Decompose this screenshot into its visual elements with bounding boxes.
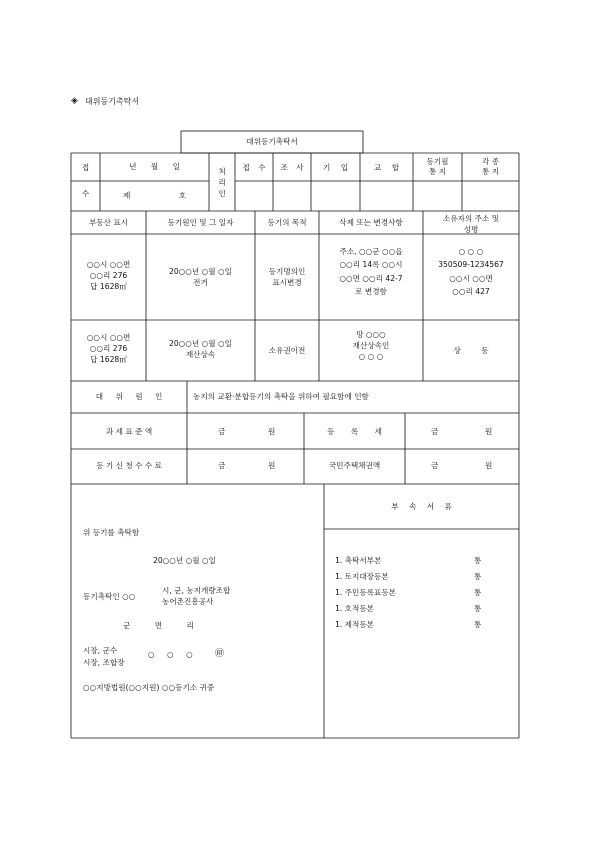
subrogation-text: 농지의 교환·분합등기의 촉탁을 위하여 필요함에 인함 xyxy=(193,392,369,401)
fee-label: 등 기 신 청 수 수 료 xyxy=(96,461,162,470)
tax-base-label: 과 세 표 준 액 xyxy=(105,427,153,436)
request-date: 20○○년 ○월 ○일 xyxy=(153,556,217,565)
tax-base-marker: 금 xyxy=(218,427,226,436)
signer-titles: 시장, 군수 시장, 조합장 xyxy=(83,646,125,668)
requester-org: 시, 군, 농지개량조합 농어촌진흥공사 xyxy=(162,586,231,606)
reception-label-top: 접 xyxy=(81,163,90,172)
col-entry: 기 입 xyxy=(322,163,349,172)
col-reception: 접 수 xyxy=(242,163,266,172)
form-title: 대위등기촉탁서 xyxy=(246,137,298,146)
attachment-item: 1. 제적등본 xyxy=(335,620,375,629)
fee-marker: 금 xyxy=(218,461,226,470)
attachments-title: 부 속 서 류 xyxy=(391,502,452,511)
col-collation: 교 합 xyxy=(373,163,400,172)
header-purpose: 등기의 목적 xyxy=(267,218,307,227)
header-property: 부동산 표시 xyxy=(88,218,129,227)
registration-tax-unit: 원 xyxy=(485,427,493,436)
requester-label: 등기촉탁인 ○○ xyxy=(83,592,136,601)
col-other-notice: 각 종 통 지 xyxy=(481,157,500,176)
attachment-item: 1. 주민등록표등본 xyxy=(335,588,397,597)
row1-property: ○○시 ○○면 ○○리 276 답 1628㎡ xyxy=(86,260,131,291)
attachment-unit: 통 xyxy=(474,572,482,581)
header-change: 삭제 또는 변경사항 xyxy=(339,218,403,227)
subrogation-label: 대 위 원 인 xyxy=(95,392,163,401)
attachment-item: 1. 토지대장등본 xyxy=(335,572,389,581)
col-completion-notice: 등기필 통 지 xyxy=(426,157,449,176)
attachment-unit: 통 xyxy=(474,588,482,597)
request-statement: 위 등기를 촉탁함 xyxy=(83,528,140,537)
row1-purpose: 등기명의인 표시변경 xyxy=(268,267,306,287)
signer-name: ○ ○ ○ xyxy=(148,650,193,659)
row2-cause: 20○○년 ○월 ○일 재산상속 xyxy=(168,339,232,359)
seal-mark: ㊞ xyxy=(215,649,225,659)
row1-change: 주소, ○○군 ○○읍 ○○리 14록 ○○시 ○○면 ○○리 42-7 로 변경함 xyxy=(339,247,403,296)
row2-owner: 상 동 xyxy=(453,346,489,355)
bond-label: 국민주택채권액 xyxy=(328,461,381,470)
heading-marker: ◈ xyxy=(71,96,78,106)
attachment-unit: 통 xyxy=(474,556,482,565)
header-cause: 등기원인 및 그 일자 xyxy=(167,218,234,227)
row2-change: 망 ○○○ 재산상속인 ○ ○ ○ xyxy=(352,330,390,361)
attachment-item: 1. 호적등본 xyxy=(335,604,375,613)
bond-unit: 원 xyxy=(485,461,493,470)
header-owner: 소유자의 주소 및 성명 xyxy=(442,214,500,234)
fee-unit: 원 xyxy=(268,461,276,470)
court-addressee: ○○지방법원(○○지원) ○○등기소 귀중 xyxy=(83,683,215,692)
registration-tax-label: 등 록 세 xyxy=(327,427,382,436)
region-label: 군 면 리 xyxy=(123,621,194,630)
attachment-item: 1. 촉탁서부본 xyxy=(335,556,382,565)
reception-date-label: 년 월 일 xyxy=(129,162,180,171)
col-inspection: 조 사 xyxy=(280,163,304,172)
handler-label: 처 리 인 xyxy=(218,167,226,198)
tax-base-amount-unit: 원 xyxy=(268,427,276,436)
reception-number-label: 제 호 xyxy=(122,191,187,200)
row1-owner: ○ ○ ○ 350509-1234567 ○○시 ○○면 ○○리 427 xyxy=(438,247,504,296)
row2-purpose: 소유권이전 xyxy=(268,346,306,355)
document-heading: 대위등기촉탁서 xyxy=(85,97,140,106)
registration-tax-marker: 금 xyxy=(431,427,439,436)
row1-cause: 20○○년 ○월 ○일 전거 xyxy=(168,267,232,287)
attachment-unit: 통 xyxy=(474,604,482,613)
row2-property: ○○시 ○○면 ○○리 276 답 1628㎡ xyxy=(86,333,131,364)
reception-label-bottom: 수 xyxy=(81,189,90,198)
bond-marker: 금 xyxy=(431,461,439,470)
attachment-unit: 통 xyxy=(474,620,482,629)
